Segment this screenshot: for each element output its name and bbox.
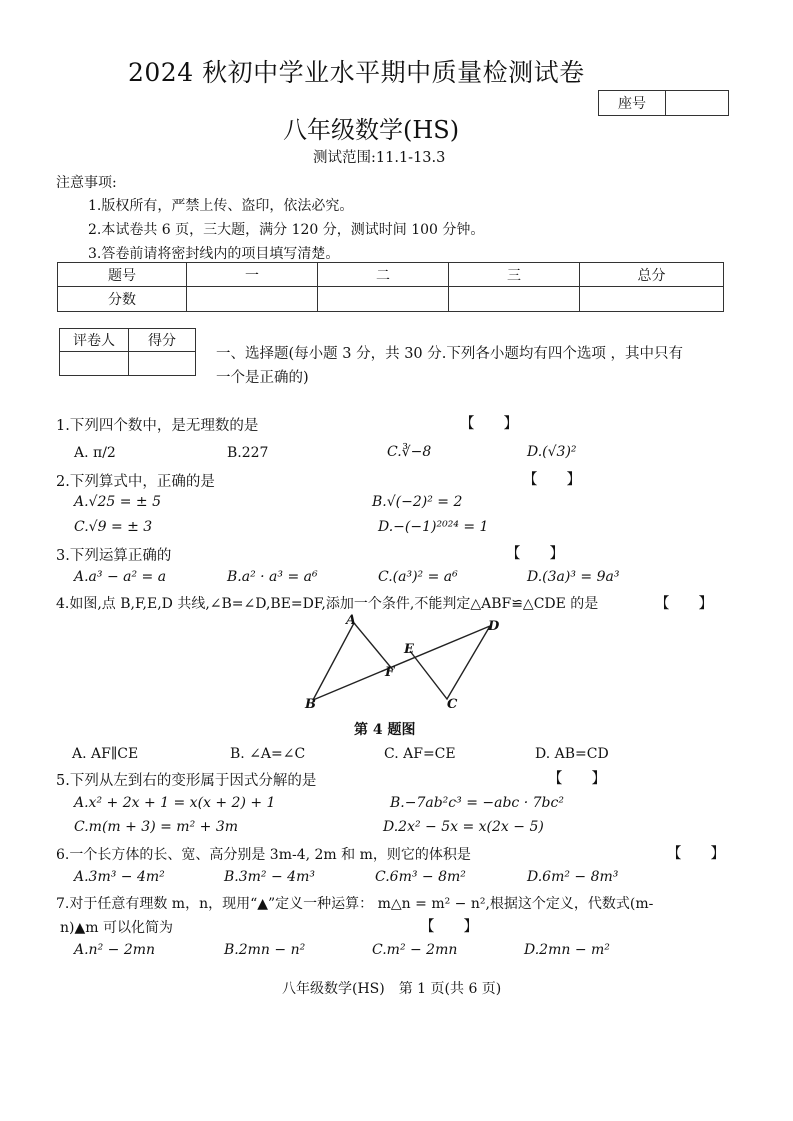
q5-option-b: B.−7ab²c³ = −abc · 7bc²	[390, 795, 564, 811]
section1-instruction-cont: 一个是正确的)	[216, 370, 309, 386]
q2-option-d: D.−(−1)²⁰²⁴ = 1	[378, 519, 489, 535]
test-range: 测试范围:11.1-13.3	[313, 150, 446, 166]
seat-label: 座号	[599, 91, 666, 116]
q4-option-d: D. AB=CD	[535, 746, 609, 762]
q3-answer-bracket[interactable]: 【 】	[506, 546, 564, 562]
q2-option-a: A.√25 = ± 5	[74, 494, 162, 510]
q6-option-d: D.6m² − 8m³	[527, 869, 619, 885]
score-table	[57, 262, 724, 312]
notice-item: 3.答卷前请将密封线内的项目填写清楚。	[88, 246, 340, 262]
q2-option-c: C.√9 = ± 3	[74, 519, 153, 535]
score-cell[interactable]	[318, 287, 449, 312]
q5-answer-bracket[interactable]: 【 】	[548, 771, 606, 787]
score-cell[interactable]	[580, 287, 724, 312]
notice-item: 1.版权所有，严禁上传、盗印，依法必究。	[88, 198, 354, 214]
q1-answer-bracket[interactable]: 【 】	[460, 416, 518, 432]
exam-title: 2024 秋初中学业水平期中质量检测试卷	[128, 58, 585, 87]
grader-score-field[interactable]	[129, 352, 196, 376]
q1-option-a: A. π/2	[74, 445, 116, 461]
q5-option-a: A.x² + 2x + 1 = x(x + 2) + 1	[74, 795, 276, 811]
point-b-label: B	[305, 697, 316, 712]
triangle-cde-lines	[410, 626, 490, 699]
q3-option-a: A.a³ − a² = a	[74, 569, 167, 585]
q1-option-c: C.∛−8	[387, 444, 432, 460]
q1-option-b: B.227	[227, 445, 269, 461]
q6-answer-bracket[interactable]: 【 】	[667, 846, 725, 862]
point-f-label: F	[385, 665, 395, 680]
q4-option-c: C. AF=CE	[384, 746, 456, 762]
notice-heading: 注意事项:	[56, 175, 117, 191]
q4-stem: 4.如图,点 B,F,E,D 共线,∠B=∠D,BE=DF,添加一个条件,不能判定△ABF≌△CDE 的是	[56, 596, 599, 612]
score-table-header: 总分	[580, 263, 724, 287]
q4-answer-bracket[interactable]: 【 】	[655, 596, 713, 612]
line-bfed	[313, 626, 490, 700]
q7-option-c: C.m² − 2mn	[372, 942, 458, 958]
q3-option-b: B.a² · a³ = a⁶	[227, 569, 318, 585]
q6-stem: 6.一个长方体的长、宽、高分别是 3m-4, 2m 和 m，则它的体积是	[56, 847, 471, 863]
score-cell[interactable]	[449, 287, 580, 312]
q6-option-a: A.3m³ − 4m²	[74, 869, 165, 885]
q4-figure	[300, 610, 520, 715]
q2-stem: 2.下列算式中，正确的是	[56, 474, 215, 490]
q5-option-c: C.m(m + 3) = m² + 3m	[74, 819, 239, 835]
page-footer: 八年级数学(HS) 第 1 页(共 6 页)	[282, 981, 502, 997]
q6-option-c: C.6m³ − 8m²	[375, 869, 466, 885]
q3-stem: 3.下列运算正确的	[56, 548, 172, 564]
q4-option-b: B. ∠A=∠C	[230, 746, 306, 762]
point-c-label: C	[447, 697, 458, 712]
q5-option-d: D.2x² − 5x = x(2x − 5)	[383, 819, 544, 835]
point-a-label: A	[346, 613, 357, 628]
score-table-header: 一	[187, 263, 318, 287]
point-e-label: E	[404, 642, 414, 657]
grader-field[interactable]	[60, 352, 129, 376]
score-table-header: 三	[449, 263, 580, 287]
score-cell[interactable]	[187, 287, 318, 312]
q4-option-a: A. AF∥CE	[72, 746, 139, 762]
q7-answer-bracket[interactable]: 【 】	[420, 919, 478, 935]
q5-stem: 5.下列从左到右的变形属于因式分解的是	[56, 773, 317, 789]
q4-figure-caption: 第 4 题图	[354, 722, 416, 738]
point-d-label: D	[488, 619, 500, 634]
subject-title: 八年级数学(HS)	[283, 116, 460, 144]
score-table-header: 二	[318, 263, 449, 287]
q2-answer-bracket[interactable]: 【 】	[523, 472, 581, 488]
triangle-abf-lines	[313, 623, 393, 700]
score-table-header: 题号	[58, 263, 187, 287]
grader-table	[59, 328, 196, 376]
score-row-label: 分数	[58, 287, 187, 312]
notice-item: 2.本试卷共 6 页，三大题，满分 120 分，测试时间 100 分钟。	[88, 222, 485, 238]
q2-option-b: B.√(−2)² = 2	[372, 494, 463, 510]
q7-stem-line2: n)▲m 可以化简为	[60, 920, 173, 936]
grader-score-label: 得分	[129, 329, 196, 352]
seat-number-box	[598, 90, 729, 116]
q3-option-c: C.(a³)² = a⁶	[378, 569, 458, 585]
q1-stem: 1.下列四个数中，是无理数的是	[56, 418, 259, 434]
q1-option-d: D.(√3)²	[527, 444, 577, 460]
q7-option-d: D.2mn − m²	[524, 942, 610, 958]
q3-option-d: D.(3a)³ = 9a³	[527, 569, 620, 585]
q7-stem-line1: 7.对于任意有理数 m，n，现用“▲”定义一种运算： m△n = m² − n²,根据这个定义，代数式(m-	[56, 896, 654, 912]
section1-instruction: 一、选择题(每小题 3 分，共 30 分.下列各小题均有四个选项 ，其中只有	[216, 346, 683, 362]
seat-number-field[interactable]	[666, 91, 729, 116]
q7-option-b: B.2mn − n²	[224, 942, 306, 958]
grader-label: 评卷人	[60, 329, 129, 352]
q6-option-b: B.3m² − 4m³	[224, 869, 315, 885]
q7-option-a: A.n² − 2mn	[74, 942, 156, 958]
